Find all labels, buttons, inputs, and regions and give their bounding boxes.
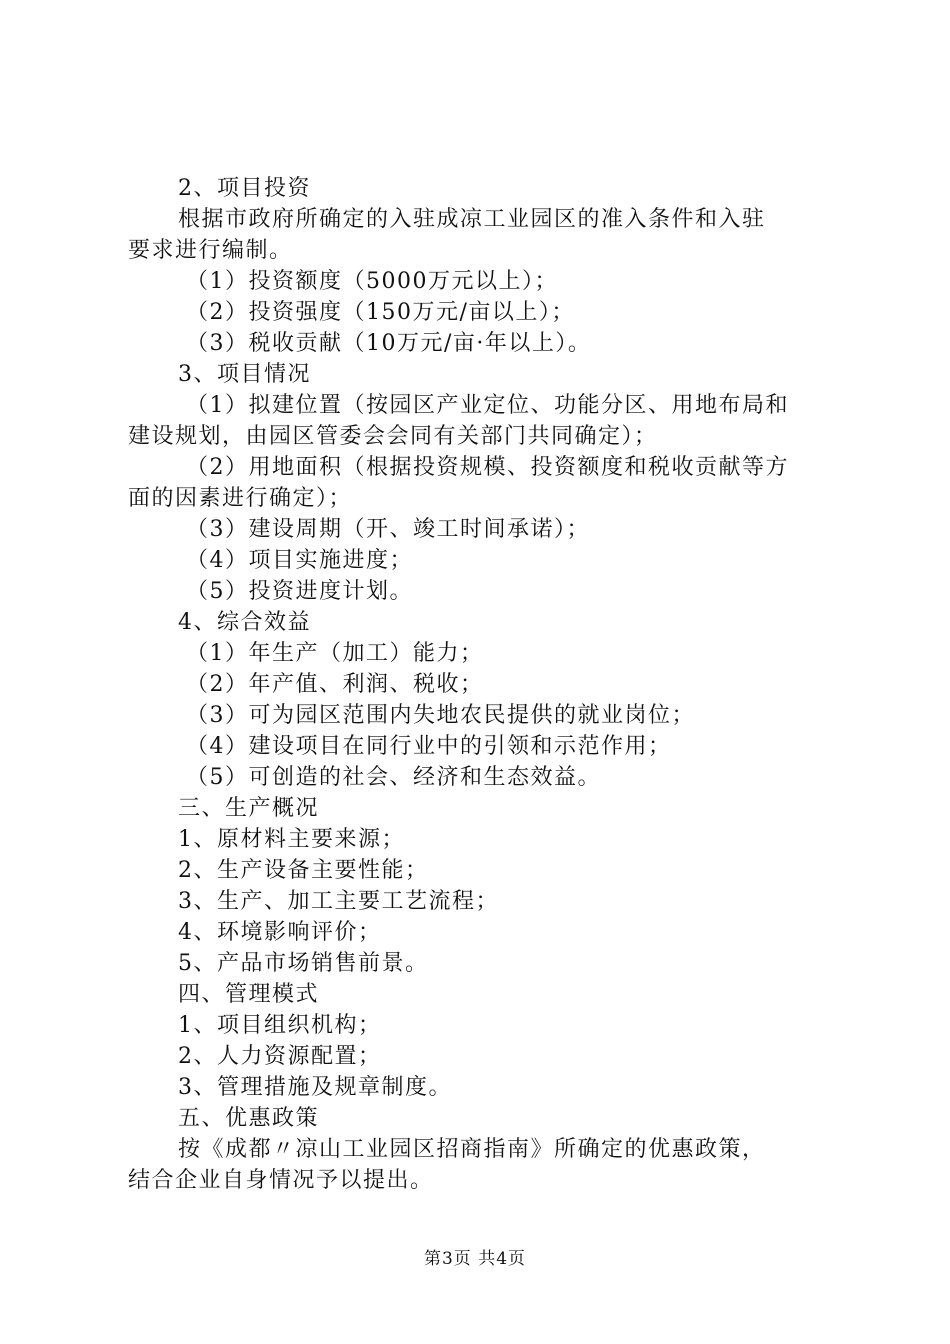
text-line: 面的因素进行确定）； [128,486,353,511]
text-line: 1、项目组织机构； [178,1013,382,1038]
text-line: 三、生产概况 [178,796,320,821]
text-line: （3）可为园区范围内失地农民提供的就业岗位； [186,703,695,728]
text-line: （5）投资进度计划。 [186,579,413,604]
text-line: （1）拟建位置（按园区产业定位、功能分区、用地布局和 [186,393,789,418]
text-line: 4、综合效益 [178,610,311,635]
text-line: （2）投资强度（150万元/亩以上）； [186,300,575,325]
text-line: （2）年产值、利润、税收； [186,672,484,697]
text-line: 2、生产设备主要性能； [178,858,429,883]
text-line: 4、环境影响评价； [178,920,382,945]
text-line: 四、管理模式 [178,982,320,1007]
text-line: 3、生产、加工主要工艺流程； [178,889,499,914]
text-line: （1）年生产（加工）能力； [186,641,484,666]
document-body [128,173,833,1196]
text-line: 3、管理措施及规章制度。 [178,1075,452,1100]
text-line: 根据市政府所确定的入驻成凉工业园区的准入条件和入驻 [178,207,766,232]
text-line: 2、项目投资 [178,176,311,201]
text-line: （4）建设项目在同行业中的引领和示范作用； [186,734,672,759]
text-line: （4）项目实施进度； [186,548,413,573]
text-line: 建设规划，由园区管委会会同有关部门共同确定）； [128,424,658,449]
text-line: （5）可创造的社会、经济和生态效益。 [186,765,601,790]
page-footer: 第3页 共4页 [423,1249,527,1269]
text-line: 5、产品市场销售前景。 [178,951,429,976]
text-line: （2）用地面积（根据投资规模、投资额度和税收贡献等方 [186,455,789,480]
text-line: （1）投资额度（5000万元以上）； [186,269,558,294]
text-line: 3、项目情况 [178,362,311,387]
text-line: 2、人力资源配置； [178,1044,382,1069]
text-line: 要求进行编制。 [128,238,293,263]
text-line: （3）税收贡献（10万元/亩·年以上）。 [186,331,592,356]
text-line: 按《成都〃凉山工业园区招商指南》所确定的优惠政策， [178,1137,766,1162]
text-line: 1、原材料主要来源； [178,827,405,852]
text-line: 结合企业自身情况予以提出。 [128,1168,434,1193]
text-line: 五、优惠政策 [178,1106,320,1131]
text-line: （3）建设周期（开、竣工时间承诺）； [186,517,590,542]
